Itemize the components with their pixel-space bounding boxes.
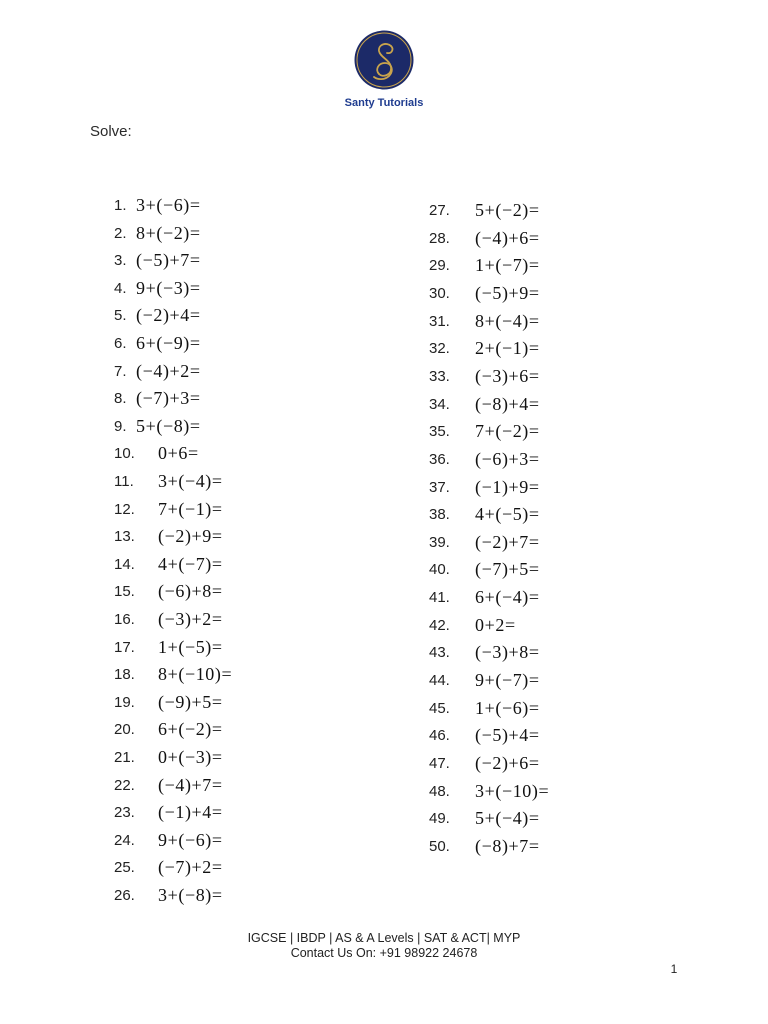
problem-number: 38. bbox=[429, 506, 450, 524]
problem-number: 27. bbox=[429, 202, 450, 219]
problem-expression: 5+(−2)= bbox=[475, 200, 540, 220]
problem-row bbox=[100, 855, 400, 879]
problem-row bbox=[415, 253, 715, 277]
problem-expression: (−4)+2= bbox=[136, 360, 201, 381]
santy-tutorials-logo-icon bbox=[354, 30, 414, 90]
problem-expression: 7+(−2)= bbox=[475, 421, 540, 442]
problem-expression: (−2)+4= bbox=[136, 305, 201, 326]
problem-expression: 4+(−7)= bbox=[158, 553, 223, 574]
problem-number: 33. bbox=[429, 367, 450, 385]
problem-expression: (−7)+2= bbox=[158, 857, 223, 878]
problem-expression: 6+(−9)= bbox=[136, 333, 201, 353]
problem-expression: (−2)+7= bbox=[475, 531, 540, 552]
problem-row bbox=[100, 359, 400, 383]
problem-expression: 7+(−1)= bbox=[158, 498, 223, 519]
problem-number: 18. bbox=[114, 666, 135, 684]
problem-row bbox=[415, 557, 715, 581]
problem-row bbox=[415, 779, 715, 803]
problem-row bbox=[100, 386, 400, 410]
problem-row bbox=[100, 828, 400, 852]
problem-row bbox=[415, 640, 715, 664]
problem-number: 20. bbox=[114, 721, 135, 739]
footer bbox=[0, 931, 768, 961]
instruction-heading: Solve: bbox=[90, 123, 132, 140]
problem-number: 21. bbox=[114, 749, 135, 766]
problem-row bbox=[415, 447, 715, 471]
problem-row bbox=[415, 392, 715, 416]
problem-expression: 0+6= bbox=[158, 443, 199, 464]
problem-expression: (−3)+6= bbox=[475, 365, 540, 386]
problem-row bbox=[415, 668, 715, 692]
problem-row bbox=[100, 497, 400, 521]
problem-number: 36. bbox=[429, 450, 450, 468]
problem-row bbox=[415, 309, 715, 333]
problem-expression: (−2)+6= bbox=[475, 753, 540, 773]
problem-number: 16. bbox=[114, 611, 135, 628]
problem-row bbox=[100, 773, 400, 797]
problem-expression: (−5)+9= bbox=[475, 282, 540, 303]
problem-row bbox=[415, 226, 715, 250]
problem-expression: 3+(−6)= bbox=[136, 195, 201, 215]
problem-row bbox=[415, 475, 715, 499]
problem-number: 23. bbox=[114, 804, 135, 822]
problem-number: 45. bbox=[429, 699, 450, 717]
problem-row bbox=[415, 281, 715, 305]
problem-expression: (−3)+8= bbox=[475, 642, 540, 663]
problem-expression: (−6)+8= bbox=[158, 581, 223, 602]
problem-row bbox=[100, 800, 400, 824]
problem-expression: (−9)+5= bbox=[158, 691, 223, 712]
page-number: 1 bbox=[670, 962, 678, 976]
footer-contact: Contact Us On: +91 98922 24678 bbox=[290, 946, 478, 960]
problem-number: 22. bbox=[114, 776, 135, 794]
problem-row bbox=[100, 303, 400, 327]
problem-row bbox=[415, 834, 715, 858]
problem-row bbox=[100, 193, 400, 217]
problem-expression: 0+(−3)= bbox=[158, 747, 223, 767]
problem-number: 50. bbox=[429, 837, 450, 855]
problem-row bbox=[100, 690, 400, 714]
problem-number: 1. bbox=[114, 197, 127, 214]
problem-expression: 9+(−7)= bbox=[475, 670, 540, 691]
problem-expression: 8+(−2)= bbox=[136, 222, 201, 243]
problem-number: 26. bbox=[114, 887, 135, 904]
problem-expression: (−8)+7= bbox=[475, 835, 540, 856]
problem-row bbox=[415, 723, 715, 747]
problem-expression: 3+(−4)= bbox=[158, 471, 223, 491]
problem-number: 35. bbox=[429, 423, 450, 441]
problem-number: 13. bbox=[114, 528, 135, 546]
problem-expression: (−4)+6= bbox=[475, 227, 540, 248]
problem-row bbox=[100, 221, 400, 245]
problem-number: 24. bbox=[114, 831, 135, 849]
problem-row bbox=[100, 883, 400, 907]
problem-number: 5. bbox=[114, 307, 127, 325]
problem-number: 44. bbox=[429, 672, 450, 690]
problem-row bbox=[100, 745, 400, 769]
problem-number: 9. bbox=[114, 417, 127, 435]
problems-left-column bbox=[100, 190, 400, 910]
problem-expression: (−1)+4= bbox=[158, 802, 223, 823]
problem-row bbox=[415, 530, 715, 554]
problem-number: 25. bbox=[114, 859, 135, 877]
problem-expression: 6+(−4)= bbox=[475, 587, 540, 608]
problem-row bbox=[100, 607, 400, 631]
problem-number: 6. bbox=[114, 335, 127, 352]
problem-row bbox=[415, 502, 715, 526]
problem-expression: (−7)+5= bbox=[475, 559, 540, 580]
problem-number: 42. bbox=[429, 616, 450, 634]
problem-expression: 3+(−8)= bbox=[158, 885, 223, 905]
problem-number: 19. bbox=[114, 693, 135, 711]
problem-number: 49. bbox=[429, 810, 450, 828]
problem-expression: (−6)+3= bbox=[475, 448, 540, 469]
problem-row bbox=[415, 806, 715, 830]
problem-row bbox=[415, 613, 715, 637]
problem-row bbox=[415, 696, 715, 720]
problem-expression: 1+(−6)= bbox=[475, 697, 540, 718]
logo-disc bbox=[355, 31, 414, 90]
problem-row bbox=[415, 585, 715, 609]
problem-row bbox=[100, 248, 400, 272]
problem-expression: 2+(−1)= bbox=[475, 338, 540, 359]
problem-number: 48. bbox=[429, 782, 450, 800]
problem-row bbox=[100, 717, 400, 741]
problem-row bbox=[100, 441, 400, 465]
problem-expression: (−7)+3= bbox=[136, 388, 201, 409]
problem-expression: (−5)+4= bbox=[475, 725, 540, 746]
problem-expression: 3+(−10)= bbox=[475, 780, 550, 801]
problem-expression: (−8)+4= bbox=[475, 393, 540, 414]
problem-number: 7. bbox=[114, 362, 127, 380]
problem-number: 17. bbox=[114, 638, 135, 656]
problem-number: 14. bbox=[114, 555, 135, 573]
problem-row bbox=[100, 469, 400, 493]
problem-row bbox=[100, 635, 400, 659]
problem-number: 34. bbox=[429, 395, 450, 413]
problem-row bbox=[415, 336, 715, 360]
problem-expression: 9+(−6)= bbox=[158, 829, 223, 850]
problem-number: 43. bbox=[429, 644, 450, 662]
problem-number: 29. bbox=[429, 257, 450, 275]
problem-expression: 5+(−8)= bbox=[136, 415, 201, 436]
problem-expression: (−3)+2= bbox=[158, 609, 223, 629]
problem-number: 4. bbox=[114, 279, 127, 297]
problem-expression: 5+(−4)= bbox=[475, 808, 540, 829]
problem-number: 11. bbox=[114, 473, 134, 490]
problem-row bbox=[100, 331, 400, 355]
problem-expression: 1+(−7)= bbox=[475, 255, 540, 276]
problem-number: 30. bbox=[429, 284, 450, 302]
problem-number: 10. bbox=[114, 445, 135, 463]
problem-expression: 6+(−2)= bbox=[158, 719, 223, 740]
problem-number: 46. bbox=[429, 727, 450, 745]
problem-number: 39. bbox=[429, 533, 450, 551]
problem-expression: (−4)+7= bbox=[158, 774, 223, 795]
problem-number: 3. bbox=[114, 252, 127, 270]
problem-row bbox=[100, 414, 400, 438]
brand-name: Santy Tutorials bbox=[344, 97, 424, 109]
problem-row bbox=[415, 751, 715, 775]
problem-expression: (−5)+7= bbox=[136, 250, 201, 271]
problem-expression: 1+(−5)= bbox=[158, 636, 223, 657]
problem-number: 40. bbox=[429, 561, 450, 579]
problem-row bbox=[100, 524, 400, 548]
problems-right-column bbox=[415, 190, 715, 910]
problem-row bbox=[100, 579, 400, 603]
problem-number: 31. bbox=[429, 312, 450, 330]
problem-number: 47. bbox=[429, 755, 450, 772]
problem-expression: 0+2= bbox=[475, 614, 516, 635]
problem-number: 8. bbox=[114, 390, 127, 408]
problem-row bbox=[100, 552, 400, 576]
problem-number: 2. bbox=[114, 224, 127, 242]
problem-number: 41. bbox=[429, 589, 450, 607]
problem-number: 15. bbox=[114, 583, 135, 601]
problem-row bbox=[415, 198, 715, 222]
problem-expression: (−2)+9= bbox=[158, 526, 223, 547]
problem-number: 28. bbox=[429, 229, 450, 247]
problem-row bbox=[415, 419, 715, 443]
problem-number: 12. bbox=[114, 500, 135, 518]
problem-expression: (−1)+9= bbox=[475, 476, 540, 497]
problem-row bbox=[100, 276, 400, 300]
problem-row bbox=[100, 662, 400, 686]
problem-expression: 8+(−4)= bbox=[475, 310, 540, 331]
problem-expression: 4+(−5)= bbox=[475, 504, 540, 525]
problem-number: 32. bbox=[429, 340, 450, 358]
problem-number: 37. bbox=[429, 478, 450, 496]
footer-programs: IGCSE | IBDP | AS & A Levels | SAT & ACT| MYP bbox=[247, 931, 521, 945]
problem-row bbox=[415, 364, 715, 388]
problem-expression: 8+(−10)= bbox=[158, 664, 233, 685]
problem-expression: 9+(−3)= bbox=[136, 277, 201, 298]
